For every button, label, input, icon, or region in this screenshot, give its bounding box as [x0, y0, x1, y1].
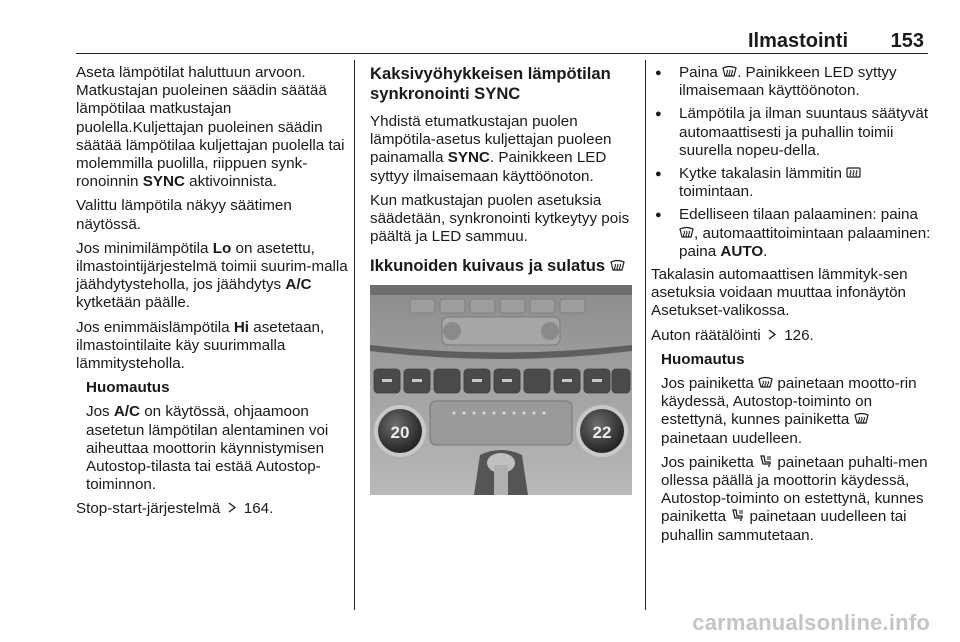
list-item: ● Edelliseen tilaan palaaminen: paina , automaattitoimintaan palaaminen: paina AUTO.	[651, 206, 931, 261]
list-item: ● Kytke takalasin lämmitin toimintaan.	[651, 165, 931, 201]
paragraph-sync-off: Kun matkustajan puolen asetuksia säädetään, synkronointi kytkeytyy pois päältä ja LED sammuu.	[370, 191, 630, 246]
column-1	[76, 64, 348, 525]
heading-defrost: Ikkunoiden kuivaus ja sulatus	[370, 256, 632, 276]
windshield-defrost-icon	[679, 226, 694, 239]
rear-window-heater-icon	[846, 166, 861, 179]
paragraph-rear-auto: Takalasin automaattisen lämmityk-sen asetuksia voidaan muuttaa infonäytön Asetukset-valikossa.	[651, 266, 908, 320]
windshield-defrost-icon	[854, 412, 869, 425]
page-header	[0, 0, 960, 60]
defrost-steps	[651, 64, 931, 261]
note-text: Jos A/C on käytössä, ohjaamoon asetetun lämpötilan alentaminen voi aiheuttaa moottorin käynnistymisen Autostop-tilasta tai estää Autostop-toiminnon.	[86, 403, 329, 494]
paragraph-stop-start-ref: Stop-start-järjestelmä 164.	[76, 500, 274, 518]
note-ac	[86, 379, 348, 494]
fan-seat-icon	[730, 509, 745, 522]
paragraph-hi: Jos enimmäislämpötila Hi asetetaan, ilmastointilaite käy suurimmalla lämmitysteholla.	[76, 318, 325, 373]
column-3	[651, 64, 931, 551]
paragraph-display: Valittu lämpötila näkyy säätimen näytössä.	[76, 197, 292, 233]
paragraph-sync: Yhdistä etumatkustajan puolen lämpötila-asetus kuljettajan puoleen painamalla SYNC. Painikkeen LED syttyy ilmaisemaan käyttöönoton.	[370, 113, 612, 185]
heading-sync: Kaksivyöhykkeisen lämpötilan synkronointi SYNC	[370, 64, 611, 103]
page-ref-arrow-icon	[225, 501, 240, 514]
page-ref-link[interactable]: 126.	[784, 326, 814, 344]
note-heading: Huomautus	[86, 379, 170, 397]
page-title: Ilmastointi	[747, 30, 848, 52]
paragraph-lo: Jos minimilämpötila Lo on asetettu, ilmastointijärjestelmä toimii suurim-malla jäähdytysteholla, jos jäähdytys A/C kytketään päälle.	[76, 239, 348, 312]
column-2	[370, 64, 632, 495]
climate-panel-image	[370, 285, 632, 495]
page-number: 153	[890, 30, 924, 52]
column-divider-2	[645, 60, 646, 610]
knob-left-temp: 20	[390, 423, 410, 443]
knob-right-temp: 22	[592, 423, 612, 443]
windshield-defrost-icon	[758, 376, 773, 389]
page-ref-arrow-icon	[765, 328, 780, 341]
paragraph-customisation-ref: Auton räätälöinti 126.	[651, 326, 814, 344]
windshield-defrost-icon	[722, 65, 737, 78]
page-ref-link[interactable]: 164.	[243, 500, 274, 518]
fan-seat-icon	[758, 455, 773, 468]
list-item: ● Paina . Painikkeen LED syttyy ilmaisemaan käyttöönoton.	[651, 64, 931, 100]
note-text-defrost: Jos painiketta painetaan mootto-rin käydessä, Autostop-toiminto on estettynä, kunnes painiketta painetaan uudelleen.	[661, 375, 917, 447]
note-autostop	[661, 351, 931, 545]
column-divider-1	[354, 60, 355, 610]
note-heading: Huomautus	[661, 350, 745, 368]
paragraph-sync-intro: Aseta lämpötilat haluttuun arvoon. Matkustajan puoleinen säädin säätää lämpötilaa matkustajan puolella.Kuljettajan puoleinen säädin säätää lämpötilaa kuljettajan puolella tai molemmilla puolilla, riippuen synk-ronoinnin SYNC aktivoinnista.	[76, 64, 345, 191]
windshield-defrost-icon	[610, 259, 625, 272]
header-rule	[76, 53, 928, 54]
note-text-fan: Jos painiketta painetaan puhalti-men ollessa päällä ja moottorin käydessä, Autostop-toiminto on estettynä, kunnes painiketta painetaan uudelleen tai puhallin sammutetaan.	[661, 453, 928, 544]
watermark: carmanualsonline.info	[692, 610, 930, 635]
list-item: ● Lämpötila ja ilman suuntaus säätyvät automaattisesti ja puhallin toimii suurella nopeu-della.	[651, 105, 931, 160]
